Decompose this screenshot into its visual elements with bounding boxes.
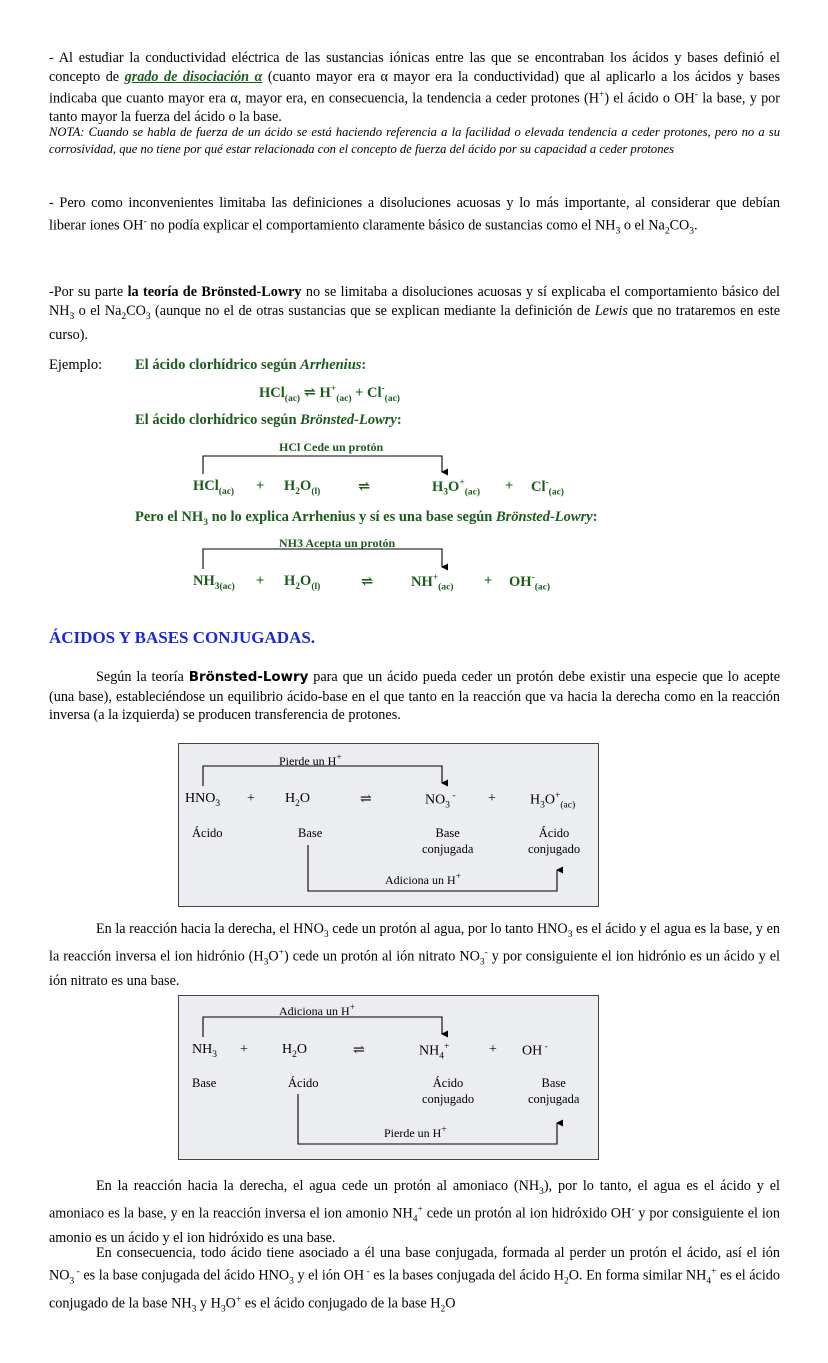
box2-equilibrium-arrow: ⇌ bbox=[353, 1043, 365, 1058]
box1-plus-2: + bbox=[488, 791, 496, 806]
nh3-title: Pero el $NH_3$ no lo explica Arrhenius y sí es una base según Brönsted-Lowry: bbox=[135, 509, 598, 528]
box2-bottom-label: Pierde un H+ bbox=[384, 1125, 447, 1140]
equation-arrhenius: HCl$_{(ac)}$ ⇌ $H^+_{(ac)} + Cl^-_{(ac)}$ bbox=[259, 384, 400, 404]
box1-h2o: $H_2O$ bbox=[285, 791, 310, 809]
box1-role-acid: Ácido bbox=[192, 826, 223, 840]
box2-top-label: Adiciona un H+ bbox=[279, 1003, 356, 1018]
box2-nh3: $NH_3$ bbox=[192, 1042, 217, 1060]
box1-no3: $NO_3$ - bbox=[425, 791, 456, 811]
box2-oh: OH - bbox=[522, 1042, 548, 1059]
box2-role-conj-base: Base conjugada bbox=[528, 1076, 580, 1106]
box1-top-label: Pierde un H+ bbox=[279, 753, 342, 768]
term-grado-disociacion: grado de disociación α bbox=[124, 68, 263, 85]
box1-h3o: $H_3O^+_{(ac)}$ bbox=[530, 791, 576, 811]
section-heading: ÁCIDOS Y BASES CONJUGADAS. bbox=[49, 628, 316, 647]
eq2-cl: $Cl^-_{(ac)}$ bbox=[531, 478, 564, 498]
eq2-transfer-arrow bbox=[203, 456, 442, 474]
eq3-plus-1: + bbox=[256, 573, 265, 589]
box2-role-base: Base bbox=[192, 1076, 217, 1090]
box1-role-base: Base bbox=[298, 826, 323, 840]
box2-role-conj-acid: Ácido conjugado bbox=[422, 1076, 475, 1106]
paragraph-bronsted: -Por su parte la teoría de Brönsted-Lowry no se limitaba a disoluciones acuosas y sí explicaba el comportamiento básico del $NH_3$ o el $Na_2CO_3$ (aunque no el de otras sustancias que se explican mediante la definición de Lewis que no trataremos en este curso). bbox=[49, 284, 780, 343]
eq3-nh3: $NH_{3(ac)}$ bbox=[193, 573, 235, 592]
eq2-h3o: $H_3O^+_{(ac)}$ bbox=[432, 478, 481, 498]
box1-equilibrium-arrow: ⇌ bbox=[360, 792, 372, 807]
eq3-transfer-arrow bbox=[203, 549, 442, 569]
eq3-arrow-label: NH3 Acepta un protón bbox=[279, 536, 396, 550]
eq2-h2o: $H_2O_{(l)}$ bbox=[284, 478, 321, 497]
box2-plus-2: + bbox=[489, 1042, 497, 1057]
box2-nh4: $NH_4^+$ bbox=[419, 1042, 450, 1062]
paragraph-dissociation: - Al estudiar la conductividad eléctrica de las sustancias iónicas entre las que se encontraban los ácidos y bases definió el concepto de grado de disociación α (cuanto mayor era α mayor era la conductividad) que al aplicarlo a los ácidos y bases indicaba que cuanto mayor era α, mayor era, en consecuencia, la tendencia a ceder protones (H+) el ácido o OH- la base, y por tanto mayor la fuerza del ácido o la base. bbox=[49, 50, 781, 126]
eq3-equilibrium-arrow: ⇌ bbox=[361, 574, 374, 590]
arrhenius-title: El ácido clorhídrico según Arrhenius: bbox=[135, 357, 367, 373]
eq2-arrow-label: HCl Cede un protón bbox=[279, 440, 384, 454]
eq2-plus-1: + bbox=[256, 478, 265, 494]
box2-top-arrow bbox=[203, 1017, 442, 1037]
box2-role-acid: Ácido bbox=[288, 1076, 319, 1090]
eq2-plus-2: + bbox=[505, 478, 514, 494]
eq2-hcl: HCl$_{(ac)}$ bbox=[193, 478, 235, 497]
eq2-equilibrium-arrow: ⇌ bbox=[358, 479, 371, 495]
paragraph-conclusion: En consecuencia, todo ácido tiene asociado a él una base conjugada, formada al perder un protón el ácido, así el ión $NO_3$ - es la base conjugada del ácido $HNO_3$ y el ión OH - es la bases conjugada del ácido $H_2O$. En forma similar $NH_4^+$ es el ácido conjugado de la base $NH_3$ y $H_3O^+$ es el ácido conjugado de la base $H_2O$ bbox=[49, 1245, 780, 1315]
example-label: Ejemplo: bbox=[49, 357, 103, 373]
eq3-h2o: $H_2O_{(l)}$ bbox=[284, 573, 321, 592]
box1-bottom-label: Adiciona un H+ bbox=[385, 872, 462, 887]
paragraph-inconvenients: - Pero como inconvenientes limitaba las definiciones a disoluciones acuosas y lo más importante, al considerar que debían liberar iones OH- no podía explicar el comportamiento claramente básico de sustancias como el $NH_3$ o el $Na_2CO_3$. bbox=[49, 195, 780, 237]
paragraph-hno3-explanation: En la reacción hacia la derecha, el $HNO_3$ cede un protón al agua, por lo tanto $HNO_3$ es el ácido y el agua es la base, y en la reacción inversa el ion hidrónio $(H_3O^+)$ cede un protón al ión nitrato $NO_3^-$ y por consiguiente el ion hidrónio es un ácido y el ión nitrato es una base. bbox=[49, 921, 780, 990]
box2-plus-1: + bbox=[240, 1042, 248, 1057]
box2-bottom-arrow bbox=[298, 1094, 557, 1144]
eq3-nh4: $NH^+_{(ac)}$ bbox=[411, 573, 454, 593]
eq3-plus-2: + bbox=[484, 573, 493, 589]
box1-role-conj-acid: Ácido conjugado bbox=[528, 826, 581, 856]
paragraph-nh3-explanation: En la reacción hacia la derecha, el agua cede un protón al amoniaco $(NH_3)$, por lo tanto, el agua es el ácido y el amoniaco es la base, y en la reacción inversa el ion amonio $NH_4^+$ cede un protón al ion hidróxido OH- y por consiguiente el ion amonio es un ácido y el ion hidróxido es una base. bbox=[49, 1178, 780, 1247]
paragraph-conjugates-intro: Según la teoría Brönsted-Lowry para que un ácido pueda ceder un protón debe existir una especie que lo acepte (una base), estableciéndose un equilibrio ácido-base en el que tanto en la reacción que va hacia la derecha como en la reacción inversa (a la izquierda) se producen transferencia de protones. bbox=[49, 669, 780, 723]
box1-top-arrow bbox=[203, 766, 442, 786]
bronsted-title: El ácido clorhídrico según Brönsted-Lowry: bbox=[135, 412, 402, 428]
box1-plus-1: + bbox=[247, 791, 255, 806]
eq3-oh: $OH^-_{(ac)}$ bbox=[509, 573, 551, 593]
box1-hno3: $HNO_3$ bbox=[185, 791, 221, 809]
box1-bottom-arrow bbox=[308, 845, 557, 891]
note: NOTA: Cuando se habla de fuerza de un ácido se está haciendo referencia a la facilidad o elevada tendencia a ceder protones, pero no a su corrosividad, que no tiene por qué estar relacionada con el concepto de fuerza del ácido por su capacidad a ceder protones bbox=[49, 125, 780, 156]
box1-role-conj-base: Base conjugada bbox=[422, 826, 474, 856]
box2-h2o: $H_2O$ bbox=[282, 1042, 307, 1060]
